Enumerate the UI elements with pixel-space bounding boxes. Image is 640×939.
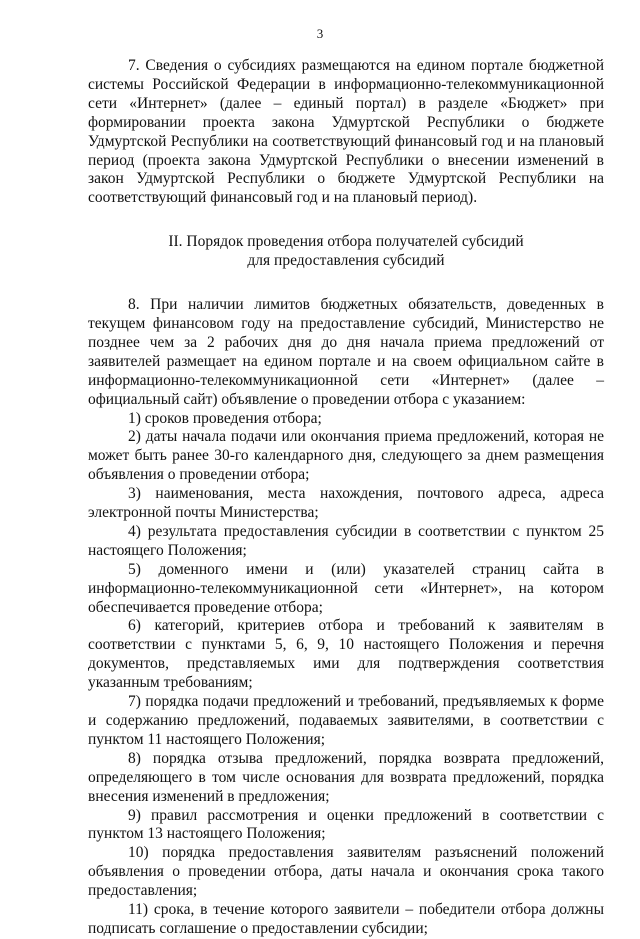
list-item-2: 2) даты начала подачи или окончания приема предложений, которая не может быть ранее 30-го календарного дня, следующего за днем размещения объявления о проведении отбора; — [88, 428, 604, 484]
section-heading-line-2: для предоставления субсидий — [247, 252, 445, 270]
list-item-11: 11) срока, в течение которого заявители – победители отбора должны подписать соглашение о предоставлении субсидии; — [88, 901, 604, 937]
document-body — [88, 57, 604, 939]
page-number: 3 — [316, 26, 324, 41]
list-item-5: 5) доменного имени и (или) указателей страниц сайта в информационно-телекоммуникационной сети «Интернет», на котором обеспечивается проведение отбора; — [88, 560, 604, 616]
list-item-4: 4) результата предоставления субсидии в соответствии с пунктом 25 настоящего Положения; — [88, 522, 604, 559]
list-item-9: 9) правил рассмотрения и оценки предложений в соответствии с пунктом 13 настоящего Положения; — [88, 806, 604, 843]
section-heading — [88, 233, 604, 271]
list-item-10: 10) порядка предоставления заявителям разъяснений положений объявления о проведении отбора, даты начала и окончания срока такого предоставления; — [88, 844, 604, 900]
list-item-8: 8) порядка отзыва предложений, порядка возврата предложений, определяющего в том числе основания для возврата предложений, порядка внесения изменений в предложения; — [88, 749, 604, 805]
section-heading-line-1: II. Порядок проведения отбора получателей субсидий — [168, 233, 524, 251]
paragraph-7: 7. Сведения о субсидиях размещаются на едином портале бюджетной системы Российской Федерации в информационно-телекоммуникационной сети «Интернет» (далее – единый портал) в разделе «Бюджет» при формировании проекта закона Удмуртской Республики о бюджете Удмуртской Республики на соответствующий финансовый год и на плановый период (проекта закона Удмуртской Республики о внесении изменений в закон Удмуртской Республики о бюджете Удмуртской Республики на соответствующий финансовый год и на плановый период). — [88, 57, 604, 207]
list-item-6: 6) категорий, критериев отбора и требований к заявителям в соответствии с пунктами 5, 6, 9, 10 настоящего Положения и перечня документов, представляемых ими для подтверждения соответствия указанным требованиям; — [88, 617, 604, 692]
list-item-7: 7) порядка подачи предложений и требований, предъявляемых к форме и содержанию предложений, подаваемых заявителями, в соответствии с пунктом 11 настоящего Положения; — [88, 693, 604, 748]
list-item-1: 1) сроков проведения отбора; — [128, 409, 322, 427]
list-item-3: 3) наименования, места нахождения, почтового адреса, адреса электронной почты Министерства; — [88, 485, 604, 522]
paragraph-8: 8. При наличии лимитов бюджетных обязательств, доведенных в текущем финансовом году на предоставление субсидий, Министерство не позднее чем за 2 рабочих дня до дня начала приема предложений от заявителей размещает на едином портале и на своем официальном сайте в информационно-телекоммуникационной сети «Интернет» (далее – официальный сайт) объявление о проведении отбора с указанием: — [88, 296, 604, 408]
